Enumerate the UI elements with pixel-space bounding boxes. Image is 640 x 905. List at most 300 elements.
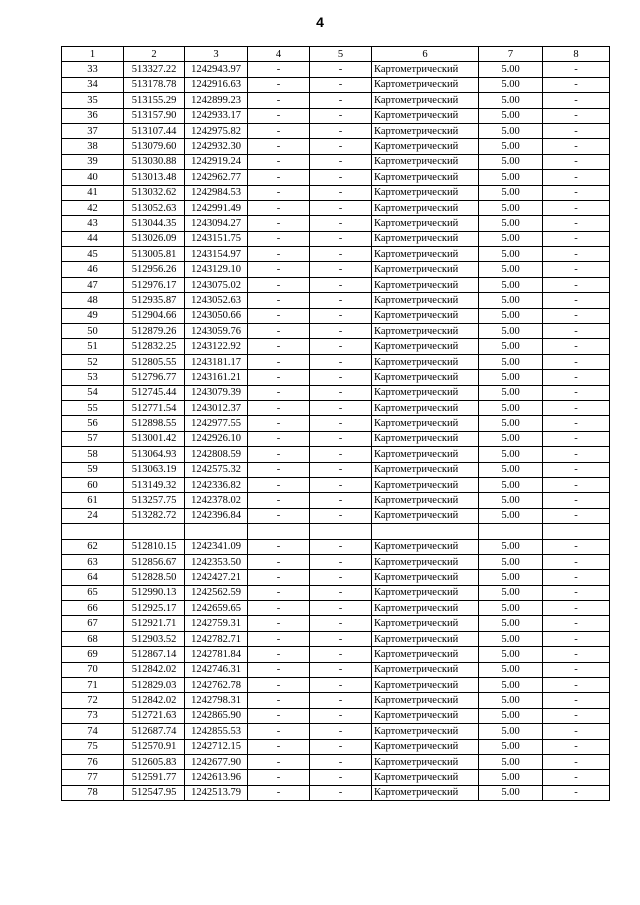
x-coordinate-cell: 512810.15 [124, 539, 185, 554]
accuracy-cell: 5.00 [479, 385, 543, 400]
point-number-cell: 33 [62, 62, 124, 77]
point-number-cell: 40 [62, 170, 124, 185]
col-5-value-cell: - [310, 739, 372, 754]
col-5-value-cell: - [310, 139, 372, 154]
col-8-value-cell: - [543, 508, 610, 523]
x-coordinate-cell: 512925.17 [124, 601, 185, 616]
method-cell: Картометрический [372, 754, 479, 769]
table-row [62, 785, 610, 800]
y-coordinate-cell: 1242943.97 [185, 62, 248, 77]
x-coordinate-cell: 512828.50 [124, 570, 185, 585]
method-cell: Картометрический [372, 247, 479, 262]
accuracy-cell: 5.00 [479, 354, 543, 369]
col-4-value-cell: - [248, 62, 310, 77]
table-row [62, 585, 610, 600]
column-header: 3 [185, 47, 248, 62]
method-cell: Картометрический [372, 324, 479, 339]
point-number-cell: 67 [62, 616, 124, 631]
x-coordinate-cell: 512687.74 [124, 724, 185, 739]
table-row [62, 693, 610, 708]
col-8-value-cell: - [543, 739, 610, 754]
y-coordinate-cell: 1242782.71 [185, 631, 248, 646]
table-row [62, 385, 610, 400]
y-coordinate-cell: 1242899.23 [185, 93, 248, 108]
method-cell: Картометрический [372, 354, 479, 369]
point-number-cell: 58 [62, 447, 124, 462]
method-cell: Картометрический [372, 339, 479, 354]
col-4-value-cell: - [248, 754, 310, 769]
y-coordinate-cell: 1243075.02 [185, 277, 248, 292]
method-cell: Картометрический [372, 708, 479, 723]
accuracy-cell: 5.00 [479, 601, 543, 616]
method-cell: Картометрический [372, 508, 479, 523]
accuracy-cell: 5.00 [479, 477, 543, 492]
x-coordinate-cell: 513026.09 [124, 231, 185, 246]
x-coordinate-cell: 512856.67 [124, 554, 185, 569]
table-row [62, 739, 610, 754]
table-row [62, 324, 610, 339]
col-4-value-cell: - [248, 693, 310, 708]
col-8-value-cell: - [543, 324, 610, 339]
col-4-value-cell: - [248, 647, 310, 662]
col-5-value-cell: - [310, 585, 372, 600]
table-row [62, 262, 610, 277]
col-5-value-cell: - [310, 416, 372, 431]
col-4-value-cell: - [248, 139, 310, 154]
method-cell: Картометрический [372, 308, 479, 323]
y-coordinate-cell: 1243052.63 [185, 293, 248, 308]
x-coordinate-cell: 512832.25 [124, 339, 185, 354]
col-8-value-cell: - [543, 200, 610, 215]
y-coordinate-cell: 1243122.92 [185, 339, 248, 354]
x-coordinate-cell: 513063.19 [124, 462, 185, 477]
accuracy-cell: 5.00 [479, 185, 543, 200]
point-number-cell: 75 [62, 739, 124, 754]
method-cell: Картометрический [372, 739, 479, 754]
y-coordinate-cell: 1242396.84 [185, 508, 248, 523]
table-row [62, 339, 610, 354]
accuracy-cell: 5.00 [479, 231, 543, 246]
y-coordinate-cell: 1242562.59 [185, 585, 248, 600]
x-coordinate-cell: 512921.71 [124, 616, 185, 631]
table-row [62, 216, 610, 231]
method-cell: Картометрический [372, 631, 479, 646]
y-coordinate-cell: 1242865.90 [185, 708, 248, 723]
point-number-cell: 62 [62, 539, 124, 554]
col-8-value-cell: - [543, 370, 610, 385]
col-4-value-cell: - [248, 200, 310, 215]
column-header: 1 [62, 47, 124, 62]
accuracy-cell: 5.00 [479, 293, 543, 308]
x-coordinate-cell: 512898.55 [124, 416, 185, 431]
table-row [62, 93, 610, 108]
method-cell: Картометрический [372, 601, 479, 616]
y-coordinate-cell: 1243181.17 [185, 354, 248, 369]
point-number-cell: 34 [62, 77, 124, 92]
col-4-value-cell: - [248, 185, 310, 200]
table-row [62, 462, 610, 477]
x-coordinate-cell: 512547.95 [124, 785, 185, 800]
col-5-value-cell: - [310, 539, 372, 554]
accuracy-cell: 5.00 [479, 554, 543, 569]
method-cell: Картометрический [372, 216, 479, 231]
col-5-value-cell: - [310, 400, 372, 415]
col-4-value-cell: - [248, 585, 310, 600]
method-cell: Картометрический [372, 370, 479, 385]
col-5-value-cell: - [310, 785, 372, 800]
col-5-value-cell: - [310, 647, 372, 662]
x-coordinate-cell: 512570.91 [124, 739, 185, 754]
x-coordinate-cell: 513327.22 [124, 62, 185, 77]
col-8-value-cell: - [543, 277, 610, 292]
col-8-value-cell: - [543, 785, 610, 800]
method-cell: Картометрический [372, 93, 479, 108]
table-row [62, 277, 610, 292]
y-coordinate-cell: 1242991.49 [185, 200, 248, 215]
col-8-value-cell: - [543, 62, 610, 77]
method-cell: Картометрический [372, 770, 479, 785]
y-coordinate-cell: 1242659.65 [185, 601, 248, 616]
col-8-value-cell: - [543, 77, 610, 92]
y-coordinate-cell: 1242613.96 [185, 770, 248, 785]
col-8-value-cell: - [543, 293, 610, 308]
x-coordinate-cell: 513157.90 [124, 108, 185, 123]
method-cell: Картометрический [372, 493, 479, 508]
table-row [62, 247, 610, 262]
y-coordinate-cell: 1242932.30 [185, 139, 248, 154]
col-5-value-cell: - [310, 308, 372, 323]
point-number-cell: 61 [62, 493, 124, 508]
col-5-value-cell: - [310, 754, 372, 769]
x-coordinate-cell: 513155.29 [124, 93, 185, 108]
col-8-value-cell: - [543, 170, 610, 185]
y-coordinate-cell: 1242977.55 [185, 416, 248, 431]
y-coordinate-cell: 1242378.02 [185, 493, 248, 508]
x-coordinate-cell: 512904.66 [124, 308, 185, 323]
accuracy-cell: 5.00 [479, 616, 543, 631]
column-header: 6 [372, 47, 479, 62]
method-cell: Картометрический [372, 416, 479, 431]
col-8-value-cell: - [543, 662, 610, 677]
col-5-value-cell: - [310, 570, 372, 585]
accuracy-cell [479, 524, 543, 539]
table-row [62, 139, 610, 154]
method-cell: Картометрический [372, 123, 479, 138]
table-row [62, 354, 610, 369]
method-cell: Картометрический [372, 447, 479, 462]
y-coordinate-cell: 1242933.17 [185, 108, 248, 123]
col-4-value-cell: - [248, 708, 310, 723]
point-number-cell: 46 [62, 262, 124, 277]
col-8-value-cell: - [543, 431, 610, 446]
accuracy-cell: 5.00 [479, 570, 543, 585]
point-number-cell: 48 [62, 293, 124, 308]
col-8-value-cell: - [543, 631, 610, 646]
col-5-value-cell: - [310, 631, 372, 646]
col-8-value-cell: - [543, 247, 610, 262]
point-number-cell: 42 [62, 200, 124, 215]
accuracy-cell: 5.00 [479, 416, 543, 431]
point-number-cell: 41 [62, 185, 124, 200]
table-row [62, 524, 610, 539]
accuracy-cell: 5.00 [479, 678, 543, 693]
accuracy-cell: 5.00 [479, 62, 543, 77]
y-coordinate-cell: 1242984.53 [185, 185, 248, 200]
point-number-cell: 56 [62, 416, 124, 431]
accuracy-cell: 5.00 [479, 400, 543, 415]
method-cell: Картометрический [372, 724, 479, 739]
col-5-value-cell: - [310, 247, 372, 262]
table-header-row [62, 47, 610, 62]
x-coordinate-cell: 512605.83 [124, 754, 185, 769]
point-number-cell: 60 [62, 477, 124, 492]
accuracy-cell: 5.00 [479, 139, 543, 154]
accuracy-cell: 5.00 [479, 262, 543, 277]
x-coordinate-cell: 513282.72 [124, 508, 185, 523]
col-8-value-cell: - [543, 216, 610, 231]
accuracy-cell: 5.00 [479, 339, 543, 354]
accuracy-cell: 5.00 [479, 170, 543, 185]
col-8-value-cell: - [543, 308, 610, 323]
y-coordinate-cell: 1242762.78 [185, 678, 248, 693]
table-row [62, 724, 610, 739]
method-cell: Картометрический [372, 539, 479, 554]
accuracy-cell: 5.00 [479, 585, 543, 600]
col-8-value-cell: - [543, 462, 610, 477]
method-cell: Картометрический [372, 231, 479, 246]
point-number-cell: 72 [62, 693, 124, 708]
col-5-value-cell: - [310, 431, 372, 446]
x-coordinate-cell: 512903.52 [124, 631, 185, 646]
y-coordinate-cell: 1242781.84 [185, 647, 248, 662]
col-4-value-cell: - [248, 308, 310, 323]
method-cell: Картометрический [372, 385, 479, 400]
y-coordinate-cell: 1243059.76 [185, 324, 248, 339]
col-4-value-cell: - [248, 724, 310, 739]
y-coordinate-cell: 1243012.37 [185, 400, 248, 415]
col-4-value-cell: - [248, 262, 310, 277]
method-cell: Картометрический [372, 570, 479, 585]
column-header: 2 [124, 47, 185, 62]
col-4-value-cell: - [248, 108, 310, 123]
col-5-value-cell: - [310, 170, 372, 185]
col-5-value-cell: - [310, 708, 372, 723]
y-coordinate-cell: 1242427.21 [185, 570, 248, 585]
point-number-cell: 57 [62, 431, 124, 446]
table-row [62, 678, 610, 693]
table-row [62, 616, 610, 631]
method-cell: Картометрический [372, 431, 479, 446]
method-cell: Картометрический [372, 400, 479, 415]
col-5-value-cell: - [310, 447, 372, 462]
y-coordinate-cell: 1242513.79 [185, 785, 248, 800]
table-row [62, 662, 610, 677]
point-number-cell: 24 [62, 508, 124, 523]
col-5-value-cell: - [310, 601, 372, 616]
y-coordinate-cell: 1242926.10 [185, 431, 248, 446]
table-row [62, 554, 610, 569]
col-4-value-cell: - [248, 616, 310, 631]
col-4-value-cell: - [248, 662, 310, 677]
point-number-cell: 74 [62, 724, 124, 739]
accuracy-cell: 5.00 [479, 77, 543, 92]
col-5-value-cell: - [310, 477, 372, 492]
col-4-value-cell: - [248, 416, 310, 431]
x-coordinate-cell: 513013.48 [124, 170, 185, 185]
point-number-cell: 69 [62, 647, 124, 662]
x-coordinate-cell: 512591.77 [124, 770, 185, 785]
col-5-value-cell: - [310, 293, 372, 308]
y-coordinate-cell: 1242353.50 [185, 554, 248, 569]
x-coordinate-cell: 512990.13 [124, 585, 185, 600]
col-5-value-cell: - [310, 277, 372, 292]
table-row [62, 123, 610, 138]
y-coordinate-cell [185, 524, 248, 539]
col-8-value-cell: - [543, 139, 610, 154]
col-8-value-cell: - [543, 400, 610, 415]
col-5-value-cell [310, 524, 372, 539]
col-8-value-cell: - [543, 708, 610, 723]
col-4-value-cell: - [248, 77, 310, 92]
y-coordinate-cell: 1242919.24 [185, 154, 248, 169]
accuracy-cell: 5.00 [479, 508, 543, 523]
col-4-value-cell: - [248, 447, 310, 462]
col-5-value-cell: - [310, 554, 372, 569]
accuracy-cell: 5.00 [479, 647, 543, 662]
point-number-cell: 76 [62, 754, 124, 769]
col-8-value-cell: - [543, 416, 610, 431]
col-4-value-cell [248, 524, 310, 539]
col-5-value-cell: - [310, 354, 372, 369]
accuracy-cell: 5.00 [479, 770, 543, 785]
table-row [62, 770, 610, 785]
accuracy-cell: 5.00 [479, 785, 543, 800]
page-number: 4 [316, 14, 324, 30]
accuracy-cell: 5.00 [479, 324, 543, 339]
col-4-value-cell: - [248, 554, 310, 569]
col-4-value-cell: - [248, 324, 310, 339]
method-cell: Картометрический [372, 554, 479, 569]
point-number-cell: 45 [62, 247, 124, 262]
y-coordinate-cell: 1242575.32 [185, 462, 248, 477]
method-cell: Картометрический [372, 170, 479, 185]
col-5-value-cell: - [310, 493, 372, 508]
x-coordinate-cell: 513032.62 [124, 185, 185, 200]
accuracy-cell: 5.00 [479, 662, 543, 677]
point-number-cell: 35 [62, 93, 124, 108]
x-coordinate-cell: 512745.44 [124, 385, 185, 400]
table-row [62, 77, 610, 92]
col-5-value-cell: - [310, 616, 372, 631]
col-4-value-cell: - [248, 154, 310, 169]
method-cell: Картометрический [372, 693, 479, 708]
col-8-value-cell: - [543, 570, 610, 585]
col-8-value-cell: - [543, 354, 610, 369]
y-coordinate-cell: 1242975.82 [185, 123, 248, 138]
col-8-value-cell: - [543, 477, 610, 492]
accuracy-cell: 5.00 [479, 308, 543, 323]
accuracy-cell: 5.00 [479, 754, 543, 769]
method-cell: Картометрический [372, 108, 479, 123]
table-row [62, 170, 610, 185]
col-8-value-cell: - [543, 385, 610, 400]
x-coordinate-cell: 512771.54 [124, 400, 185, 415]
col-5-value-cell: - [310, 724, 372, 739]
accuracy-cell: 5.00 [479, 708, 543, 723]
col-4-value-cell: - [248, 277, 310, 292]
col-5-value-cell: - [310, 662, 372, 677]
col-5-value-cell: - [310, 462, 372, 477]
x-coordinate-cell: 513079.60 [124, 139, 185, 154]
col-8-value-cell: - [543, 601, 610, 616]
point-number-cell: 65 [62, 585, 124, 600]
accuracy-cell: 5.00 [479, 493, 543, 508]
col-8-value-cell: - [543, 93, 610, 108]
col-5-value-cell: - [310, 693, 372, 708]
x-coordinate-cell: 513052.63 [124, 200, 185, 215]
y-coordinate-cell: 1242341.09 [185, 539, 248, 554]
point-number-cell: 70 [62, 662, 124, 677]
x-coordinate-cell: 513107.44 [124, 123, 185, 138]
method-cell: Картометрический [372, 662, 479, 677]
table-row [62, 631, 610, 646]
col-4-value-cell: - [248, 477, 310, 492]
y-coordinate-cell: 1243154.97 [185, 247, 248, 262]
table-row [62, 308, 610, 323]
accuracy-cell: 5.00 [479, 724, 543, 739]
col-8-value-cell: - [543, 108, 610, 123]
x-coordinate-cell: 512721.63 [124, 708, 185, 723]
y-coordinate-cell: 1243161.21 [185, 370, 248, 385]
x-coordinate-cell: 512976.17 [124, 277, 185, 292]
point-number-cell: 63 [62, 554, 124, 569]
point-number-cell: 73 [62, 708, 124, 723]
col-5-value-cell: - [310, 185, 372, 200]
method-cell: Картометрический [372, 785, 479, 800]
col-8-value-cell: - [543, 493, 610, 508]
col-5-value-cell: - [310, 62, 372, 77]
table-row [62, 62, 610, 77]
col-5-value-cell: - [310, 508, 372, 523]
y-coordinate-cell: 1242677.90 [185, 754, 248, 769]
accuracy-cell: 5.00 [479, 447, 543, 462]
table-row [62, 493, 610, 508]
col-5-value-cell: - [310, 200, 372, 215]
col-5-value-cell: - [310, 678, 372, 693]
y-coordinate-cell: 1243079.39 [185, 385, 248, 400]
method-cell: Картометрический [372, 616, 479, 631]
x-coordinate-cell: 512842.02 [124, 662, 185, 677]
col-8-value-cell: - [543, 185, 610, 200]
col-4-value-cell: - [248, 431, 310, 446]
y-coordinate-cell: 1242759.31 [185, 616, 248, 631]
col-4-value-cell: - [248, 739, 310, 754]
table-row [62, 570, 610, 585]
y-coordinate-cell: 1242336.82 [185, 477, 248, 492]
table-row [62, 447, 610, 462]
col-4-value-cell: - [248, 508, 310, 523]
col-8-value-cell: - [543, 585, 610, 600]
col-8-value-cell: - [543, 693, 610, 708]
col-4-value-cell: - [248, 339, 310, 354]
table-row [62, 293, 610, 308]
col-5-value-cell: - [310, 216, 372, 231]
method-cell [372, 524, 479, 539]
col-4-value-cell: - [248, 231, 310, 246]
point-number-cell: 51 [62, 339, 124, 354]
x-coordinate-cell [124, 524, 185, 539]
accuracy-cell: 5.00 [479, 247, 543, 262]
